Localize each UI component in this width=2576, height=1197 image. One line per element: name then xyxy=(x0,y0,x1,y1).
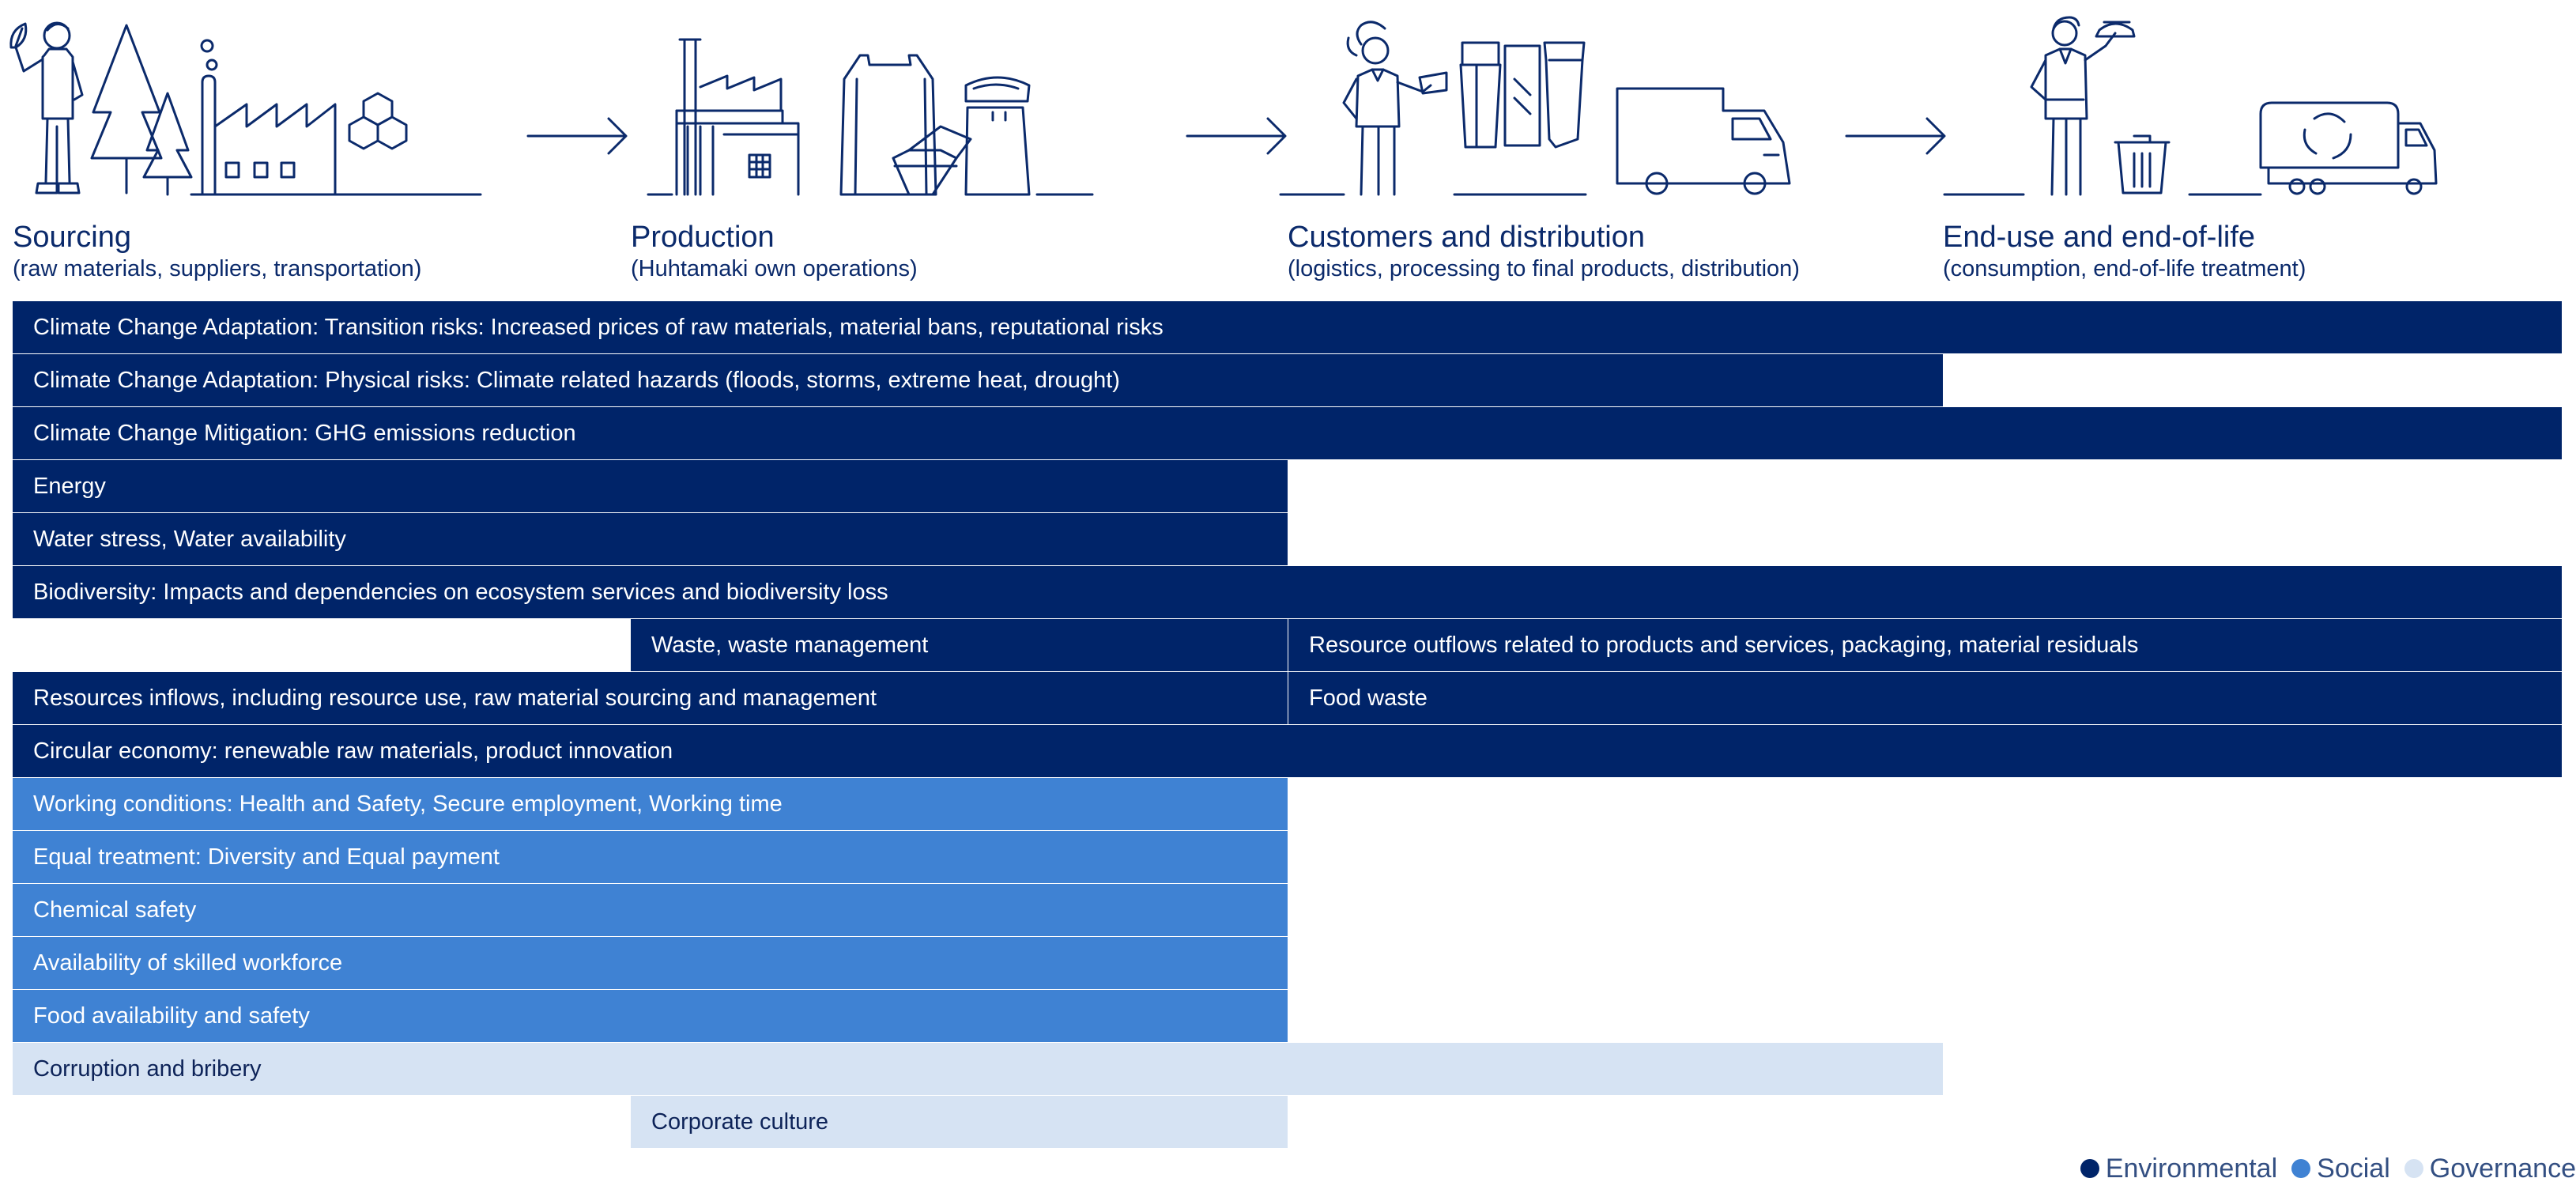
stage-title: End-use and end-of-life xyxy=(1943,221,2256,254)
production-plant-icon xyxy=(677,40,798,194)
waiter-with-dish-icon xyxy=(2031,17,2134,194)
governance-dot-icon xyxy=(2404,1159,2423,1178)
factory-icon xyxy=(202,40,335,194)
food-container-icon xyxy=(893,77,1092,194)
stage-title: Production xyxy=(631,221,775,254)
arrow-right-icon xyxy=(1187,119,1285,153)
topic-bar-physical-risks: Climate Change Adaptation: Physical risks: Climate related hazards (floods, storms, extreme heat, drought) xyxy=(13,354,1943,406)
recycling-truck-icon xyxy=(2189,103,2436,194)
topic-bar-food-waste: Food waste xyxy=(1288,672,2562,724)
packaging-products-icon xyxy=(1454,43,1586,194)
topic-bar-food-safety: Food availability and safety xyxy=(13,990,1288,1042)
stage-subtitle: (logistics, processing to final products, distribution) xyxy=(1288,256,1800,281)
stage-title: Customers and distribution xyxy=(1288,221,1645,254)
topic-bar-ghg-emissions: Climate Change Mitigation: GHG emissions reduction xyxy=(13,407,2562,459)
hexagons-icon xyxy=(349,93,406,149)
paper-bag-icon xyxy=(841,55,936,194)
environmental-dot-icon xyxy=(2080,1159,2099,1178)
legend-item-governance xyxy=(2404,1154,2576,1184)
topic-bar-water: Water stress, Water availability xyxy=(13,513,1288,565)
legend-item-environmental xyxy=(2080,1154,2277,1184)
topic-bar-energy: Energy xyxy=(13,460,1288,512)
topic-bar-corruption-bribery: Corruption and bribery xyxy=(13,1043,1943,1095)
stage-header-sourcing xyxy=(13,220,421,283)
stage-header-customers-distribution xyxy=(1288,220,1800,283)
topic-bar-skilled-workforce: Availability of skilled workforce xyxy=(13,937,1288,989)
stage-subtitle: (Huhtamaki own operations) xyxy=(631,256,918,281)
stage-title: Sourcing xyxy=(13,221,131,254)
topic-bar-equal-treatment: Equal treatment: Diversity and Equal payment xyxy=(13,831,1288,883)
topic-bar-resource-outflows: Resource outflows related to products and services, packaging, material residuals xyxy=(1288,619,2562,671)
stage-header-production xyxy=(631,220,918,283)
topic-bar-resource-inflows: Resources inflows, including resource use, raw material sourcing and management xyxy=(13,672,1288,724)
stage-subtitle: (raw materials, suppliers, transportation) xyxy=(13,256,422,281)
topic-bar-waste-management: Waste, waste management xyxy=(631,619,1288,671)
legend xyxy=(2066,1153,2576,1184)
arrow-right-icon xyxy=(1846,119,1944,153)
trash-bin-icon xyxy=(2115,136,2169,193)
arrow-right-icon xyxy=(528,119,626,153)
legend-label: Governance xyxy=(2429,1153,2576,1184)
topic-bar-corporate-culture: Corporate culture xyxy=(631,1096,1288,1148)
stage-subtitle: (consumption, end-of-life treatment) xyxy=(1943,256,2306,281)
topic-bar-working-conditions: Working conditions: Health and Safety, Secure employment, Working time xyxy=(13,778,1288,830)
person-with-leaf-icon xyxy=(11,23,82,193)
topic-bar-biodiversity: Biodiversity: Impacts and dependencies on ecosystem services and biodiversity loss xyxy=(13,566,2562,618)
topic-bar-chemical-safety: Chemical safety xyxy=(13,884,1288,936)
trees-icon xyxy=(92,25,191,194)
topic-bar-transition-risks: Climate Change Adaptation: Transition risks: Increased prices of raw materials, material bans, reputational risks xyxy=(13,301,2562,353)
waiter-with-tablet-icon xyxy=(1344,22,1446,194)
legend-label: Social xyxy=(2317,1153,2390,1184)
legend-item-social xyxy=(2291,1154,2390,1184)
topic-bar-circular-economy: Circular economy: renewable raw materials, product innovation xyxy=(13,725,2562,777)
legend-label: Environmental xyxy=(2105,1153,2278,1184)
social-dot-icon xyxy=(2291,1159,2310,1178)
stage-header-end-use xyxy=(1943,220,2306,283)
delivery-truck-icon xyxy=(1617,89,1790,194)
